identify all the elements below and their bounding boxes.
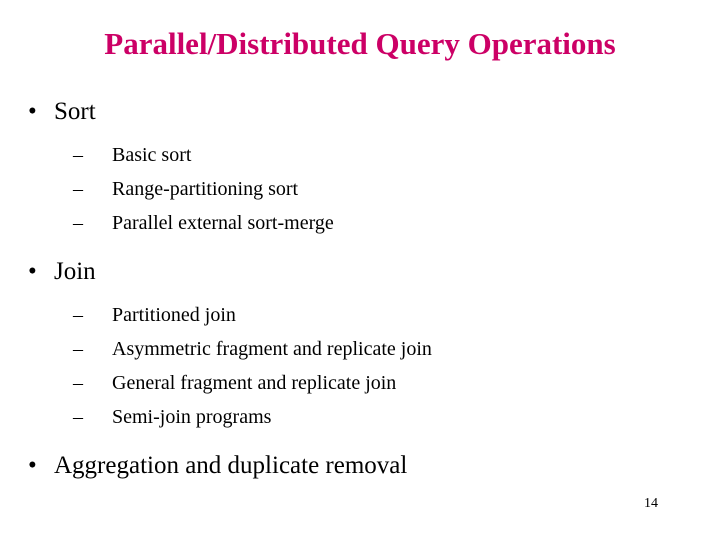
- bullet-sort: [28, 90, 432, 240]
- sub-item-label: Parallel external sort-merge: [112, 212, 334, 234]
- bullet-label: Sort: [54, 98, 96, 125]
- bullet-aggregation: [28, 444, 432, 488]
- sub-item: [54, 366, 432, 400]
- dash-icon: –: [73, 338, 83, 360]
- dash-icon: –: [73, 304, 83, 326]
- dash-icon: –: [73, 372, 83, 394]
- sub-item-label: Partitioned join: [112, 304, 236, 326]
- dash-icon: –: [73, 212, 83, 234]
- dash-icon: –: [73, 178, 83, 200]
- sub-item-label: Basic sort: [112, 144, 192, 166]
- bullet-label: Join: [54, 258, 96, 285]
- sub-item: [54, 138, 432, 172]
- bullet-label: Aggregation and duplicate removal: [54, 452, 408, 479]
- sub-item-label: General fragment and replicate join: [112, 372, 397, 394]
- bullet-icon: •: [28, 452, 37, 479]
- join-sub-list: [54, 298, 432, 434]
- bullet-list: [28, 90, 432, 488]
- sub-item: [54, 172, 432, 206]
- bullet-join: [28, 250, 432, 434]
- sub-item-label: Semi-join programs: [112, 406, 272, 428]
- sub-item: [54, 400, 432, 434]
- sub-item-label: Asymmetric fragment and replicate join: [112, 338, 432, 360]
- sub-item: [54, 206, 432, 240]
- bullet-icon: •: [28, 258, 37, 285]
- sort-sub-list: [54, 138, 432, 240]
- page-number: 14: [644, 496, 658, 511]
- sub-item-label: Range-partitioning sort: [112, 178, 299, 200]
- bullet-icon: •: [28, 98, 37, 125]
- slide-title: Parallel/Distributed Query Operations: [104, 26, 616, 61]
- dash-icon: –: [73, 406, 83, 428]
- sub-item: [54, 298, 432, 332]
- sub-item: [54, 332, 432, 366]
- dash-icon: –: [73, 144, 83, 166]
